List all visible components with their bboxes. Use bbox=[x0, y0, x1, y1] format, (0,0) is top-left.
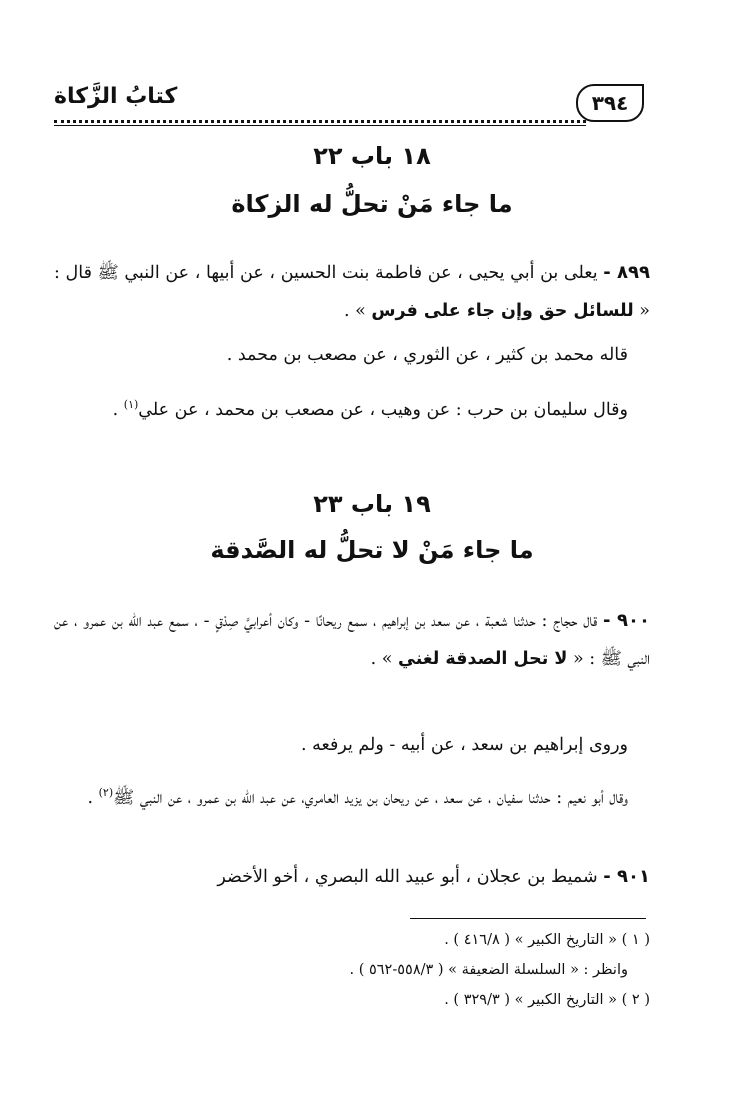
narration-abu-nuaym bbox=[54, 774, 650, 817]
hadith-matn: للسائل حق وإن جاء على فرس bbox=[371, 301, 634, 321]
footnote-ref: (١) bbox=[123, 398, 139, 411]
hadith-number: ٨٩٩ - bbox=[603, 262, 650, 283]
hadith-end: » . bbox=[370, 649, 399, 669]
chapter-number: ١٩ باب ٢٣ bbox=[313, 490, 431, 518]
footnote: ( ٢ ) « التاريخ الكبير » ( ٣٢٩/٣ ) . bbox=[444, 992, 650, 1008]
footnote-ref: (٢) bbox=[98, 786, 114, 799]
hadith-text: شميط بن عجلان ، أبو عبيد الله البصري ، أخو الأخضر bbox=[217, 867, 604, 887]
narration-text: وقال أبو نعيم : حدثنا سفيان ، عن سعد ، عن ريحان بن يزيد العامري، عن عبد الله بن عمرو ، عن النبي ﷺ bbox=[113, 787, 628, 808]
chapter-title: ما جاء مَنْ لا تحلُّ له الصَّدقة bbox=[210, 536, 534, 564]
chapter-title: ما جاء مَنْ تحلُّ له الزكاة bbox=[231, 190, 513, 218]
hadith-901 bbox=[54, 858, 650, 896]
book-title: كتابُ الزَّكاة bbox=[54, 84, 178, 109]
hadith-text: قال حجاج : حدثنا شعبة ، عن سعد بن إبراهيم ، سمع ريحانًا - وكان أعرابيَّ صِدْقٍ - ، سمع عبد الله بن عمرو ، عن النبي ﷺ : « bbox=[54, 611, 650, 669]
narration-text: وقال سليمان بن حرب : عن وهيب ، عن مصعب بن محمد ، عن علي bbox=[138, 399, 628, 420]
narration-end: . bbox=[112, 399, 124, 420]
footnote: وانظر : « السلسلة الضعيفة » ( ٥٥٨/٣-٥٦٢ ) . bbox=[349, 962, 628, 978]
footnote: ( ١ ) « التاريخ الكبير » ( ٤١٦/٨ ) . bbox=[444, 932, 650, 948]
header-divider bbox=[54, 120, 586, 123]
page-number: ٣٩٤ bbox=[576, 84, 644, 122]
hadith-899 bbox=[54, 254, 650, 330]
hadith-text: يعلى بن أبي يحيى ، عن فاطمة بنت الحسين ، عن أبيها ، عن النبي ﷺ قال : « bbox=[54, 263, 650, 321]
footnote-divider bbox=[410, 918, 646, 919]
narration-sulayman bbox=[54, 386, 650, 429]
running-header bbox=[54, 78, 644, 122]
hadith-matn: لا تحل الصدقة لغني bbox=[398, 649, 568, 669]
hadith-number: ٩٠١ - bbox=[603, 866, 650, 887]
hadith-end: » . bbox=[343, 301, 372, 321]
narration-muhammad: قاله محمد بن كثير ، عن الثوري ، عن مصعب بن محمد . bbox=[226, 345, 628, 365]
narration-end: . bbox=[87, 787, 99, 808]
hadith-number: ٩٠٠ - bbox=[603, 610, 650, 631]
narration-ibrahim: وروى إبراهيم بن سعد ، عن أبيه - ولم يرفعه . bbox=[301, 735, 628, 755]
header-divider-line bbox=[54, 125, 586, 126]
chapter-number: ١٨ باب ٢٢ bbox=[313, 142, 431, 170]
hadith-900 bbox=[54, 602, 650, 678]
